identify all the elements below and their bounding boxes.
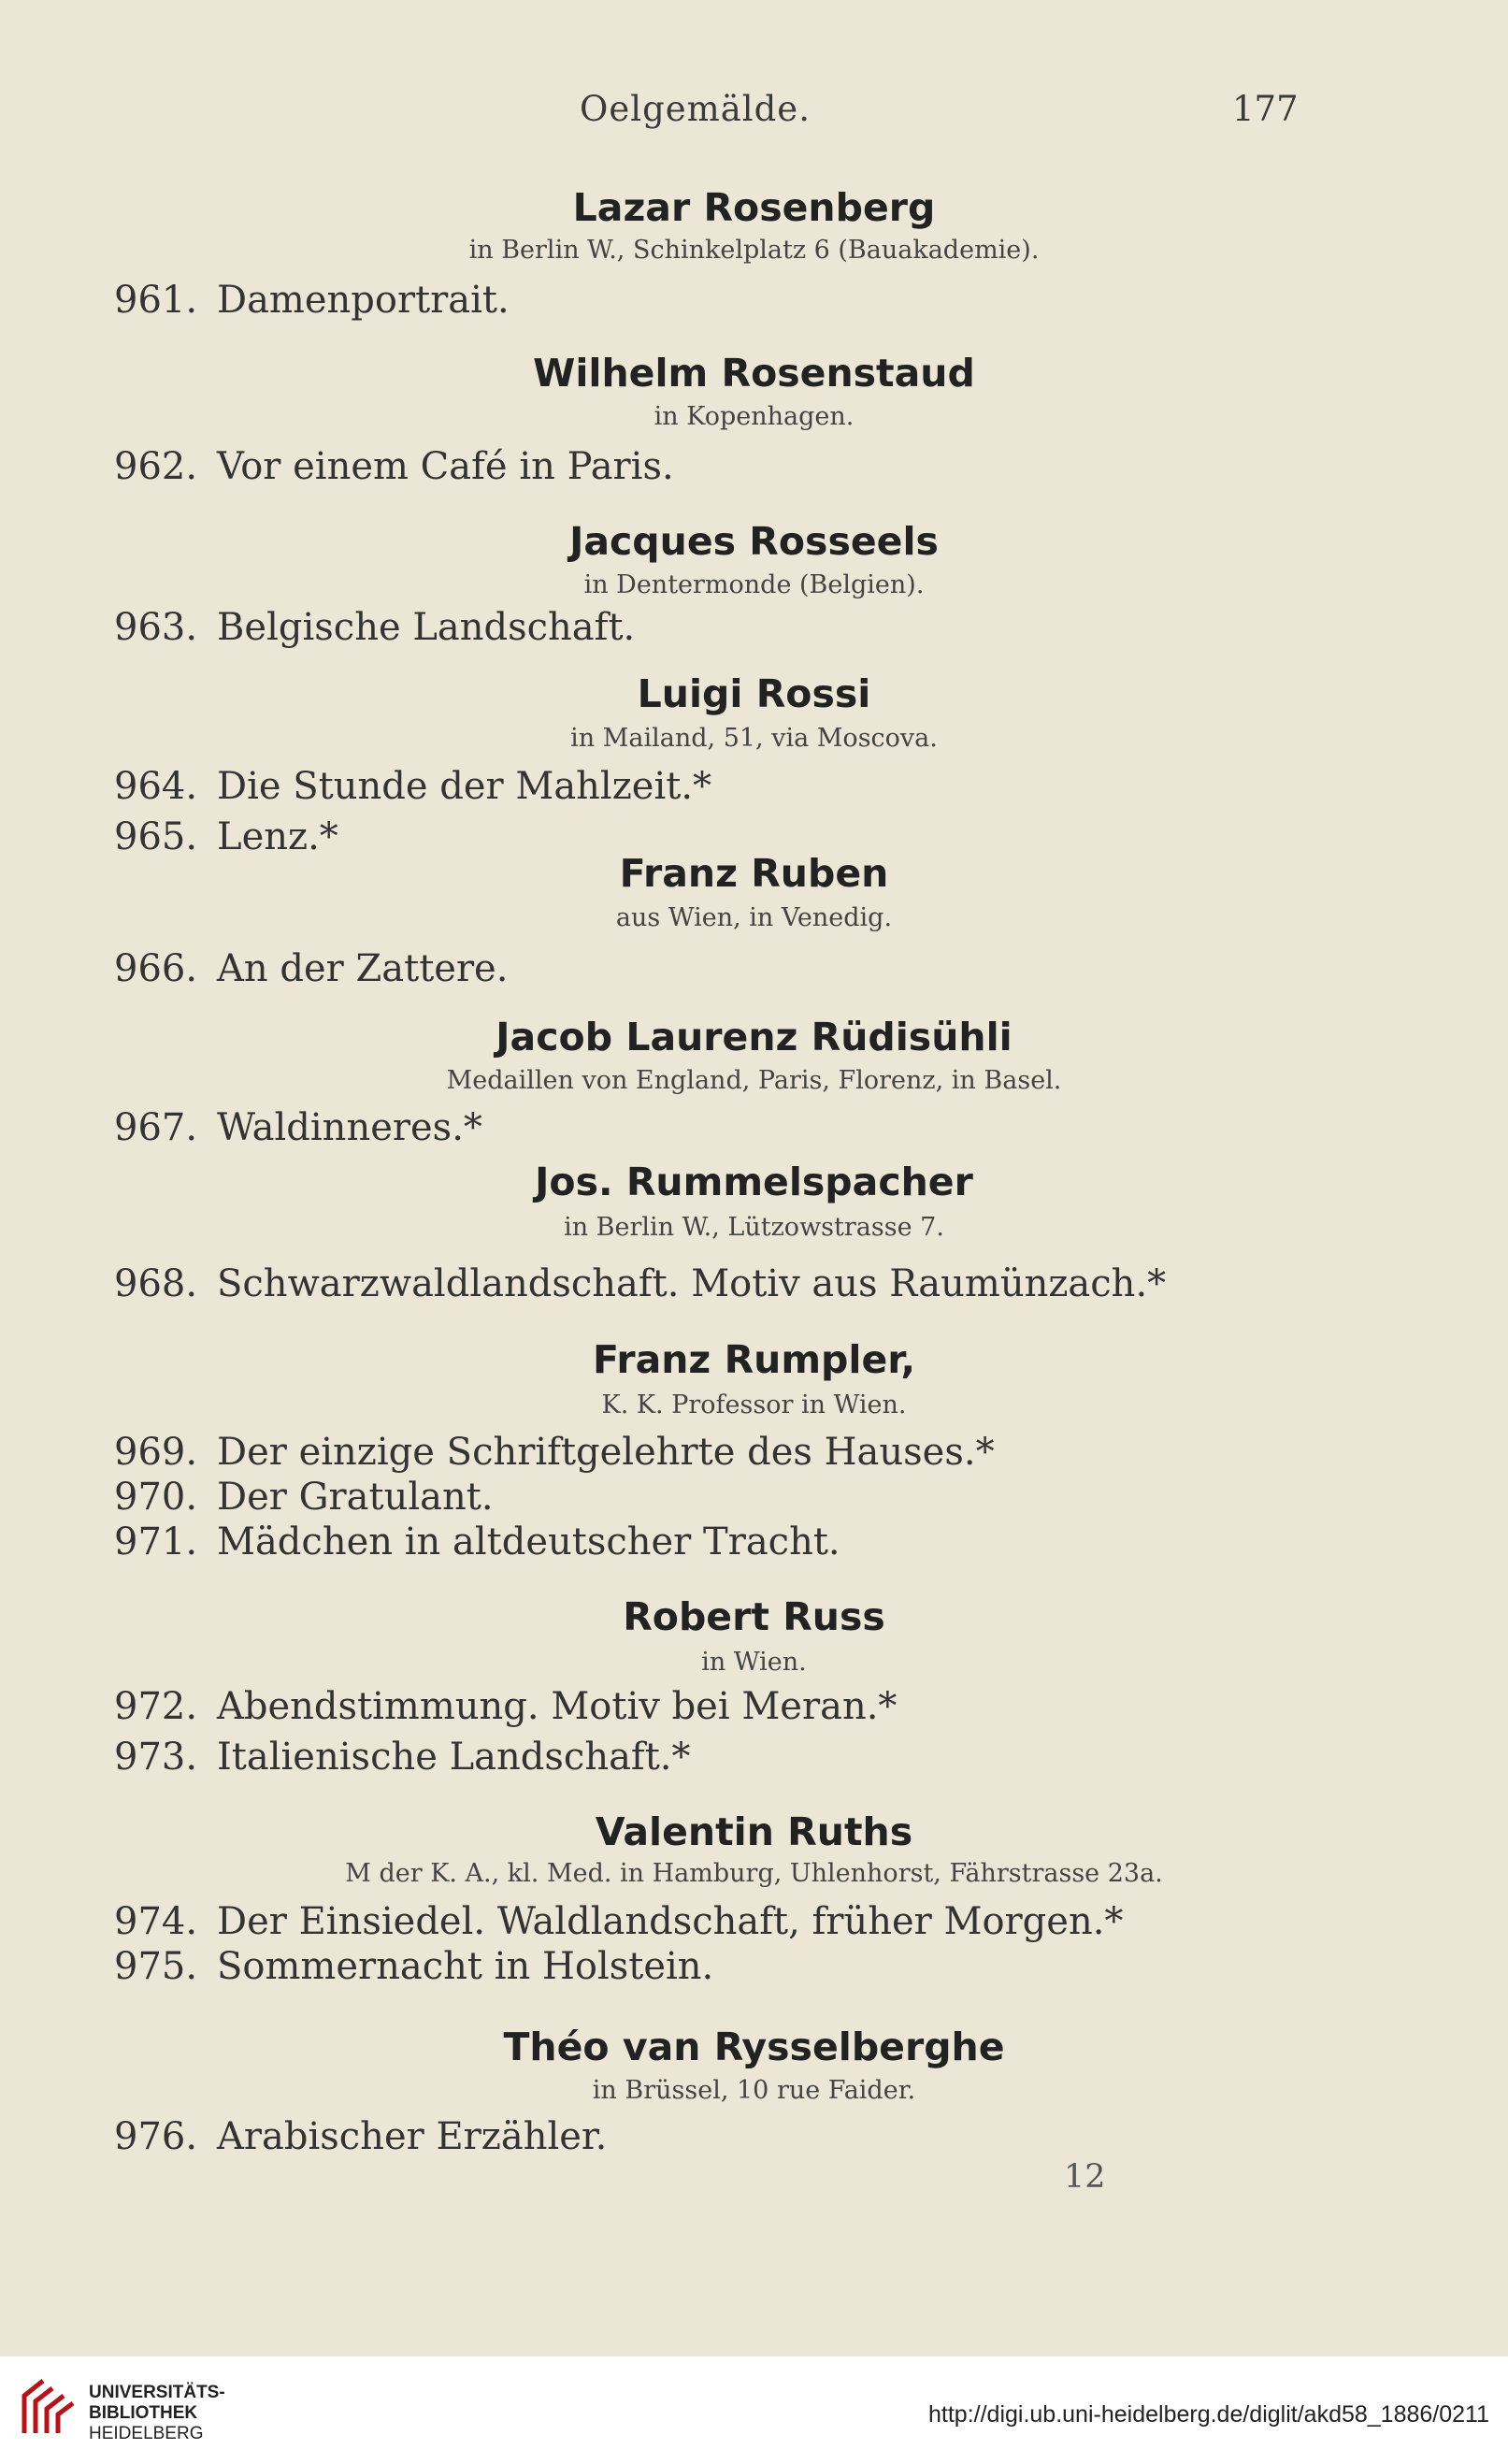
catalogue-entry xyxy=(114,1476,494,1519)
catalogue-entry xyxy=(114,1685,897,1728)
artist-address: M der K. A., kl. Med. in Hamburg, Uhlenhorst, Fährstrasse 23a. xyxy=(345,1859,1163,1888)
artist-address: in Kopenhagen. xyxy=(653,402,855,431)
library-name-line: UNIVERSITÄTS- xyxy=(89,2383,225,2402)
entry-title: An der Zattere. xyxy=(217,947,509,990)
entry-number: 976. xyxy=(114,2115,198,2158)
source-url[interactable]: http://digi.ub.uni-heidelberg.de/diglit/akd58_1886/0211 xyxy=(928,2401,1489,2428)
artist-name: Franz Rumpler, xyxy=(592,1337,916,1382)
catalogue-entry xyxy=(114,947,508,990)
artist-address: in Berlin W., Lützowstrasse 7. xyxy=(564,1213,944,1242)
artist-address: in Dentermonde (Belgien). xyxy=(583,570,925,599)
entry-number: 969. xyxy=(114,1431,198,1474)
catalogue-entry xyxy=(114,1262,1166,1305)
artist-name: Franz Ruben xyxy=(619,851,889,896)
artist-address: Medaillen von England, Paris, Florenz, in Basel. xyxy=(446,1066,1062,1095)
catalogue-entry xyxy=(114,1520,840,1563)
artist-address: in Berlin W., Schinkelplatz 6 (Bauakademie). xyxy=(468,236,1040,265)
library-name-line: BIBLIOTHEK xyxy=(89,2403,198,2423)
entry-number: 975. xyxy=(114,1945,198,1988)
entry-title: Waldinneres.* xyxy=(217,1106,482,1149)
entry-number: 968. xyxy=(114,1262,198,1305)
entry-title: Damenportrait. xyxy=(217,279,510,322)
entry-number: 964. xyxy=(114,765,198,808)
running-head: Oelgemälde. xyxy=(580,89,811,129)
entry-title: Abendstimmung. Motiv bei Meran.* xyxy=(217,1685,898,1728)
artist-name: Lazar Rosenberg xyxy=(572,185,936,230)
entry-number: 962. xyxy=(114,445,198,488)
artist-name: Wilhelm Rosenstaud xyxy=(533,351,975,396)
signature-mark: 12 xyxy=(1064,2158,1106,2196)
library-name xyxy=(89,2383,225,2444)
catalogue-entry xyxy=(114,1945,713,1988)
catalogue-entry xyxy=(114,279,510,322)
entry-title: Belgische Landschaft. xyxy=(217,606,636,649)
entry-number: 965. xyxy=(114,815,198,858)
artist-name: Jacques Rosseels xyxy=(569,519,939,564)
entry-number: 963. xyxy=(114,606,198,649)
entry-title: Der einzige Schriftgelehrte des Hauses.* xyxy=(217,1431,995,1474)
page-number: 177 xyxy=(1232,89,1299,129)
artist-address: in Brüssel, 10 rue Faider. xyxy=(592,2076,916,2105)
catalogue-entry xyxy=(114,606,635,649)
entry-number: 966. xyxy=(114,947,198,990)
entry-title: Lenz.* xyxy=(217,815,338,858)
catalogue-entry xyxy=(114,1431,995,1474)
entry-title: Der Gratulant. xyxy=(217,1476,494,1519)
artist-name: Jos. Rummelspacher xyxy=(535,1160,973,1204)
entry-number: 970. xyxy=(114,1476,198,1519)
artist-address: aus Wien, in Venedig. xyxy=(615,903,893,932)
entry-title: Vor einem Café in Paris. xyxy=(217,445,674,488)
entry-title: Die Stunde der Mahlzeit.* xyxy=(217,765,712,808)
library-footer xyxy=(0,2356,1508,2464)
catalogue-entry xyxy=(114,2115,607,2158)
entry-title: Italienische Landschaft.* xyxy=(217,1736,691,1779)
entry-title: Sommernacht in Holstein. xyxy=(217,1945,714,1988)
entry-title: Arabischer Erzähler. xyxy=(217,2115,608,2158)
entry-title: Der Einsiedel. Waldlandschaft, früher Morgen.* xyxy=(217,1900,1124,1943)
library-name-line: HEIDELBERG xyxy=(89,2424,204,2443)
entry-number: 961. xyxy=(114,279,198,322)
library-logo-icon xyxy=(15,2371,82,2439)
catalogue-entry xyxy=(114,765,711,808)
artist-name: Théo van Rysselberghe xyxy=(503,2025,1005,2069)
entry-title: Mädchen in altdeutscher Tracht. xyxy=(217,1520,840,1563)
artist-name: Valentin Ruths xyxy=(595,1809,913,1854)
entry-number: 971. xyxy=(114,1520,198,1563)
artist-address: in Wien. xyxy=(701,1648,807,1677)
catalogue-entry xyxy=(114,1736,691,1779)
catalogue-entry xyxy=(114,445,674,488)
entry-number: 972. xyxy=(114,1685,198,1728)
entry-number: 974. xyxy=(114,1900,198,1943)
entry-number: 973. xyxy=(114,1736,198,1779)
page-header xyxy=(0,89,1508,145)
artist-name: Robert Russ xyxy=(623,1594,885,1639)
catalogue-entry xyxy=(114,1900,1123,1943)
catalogue-entry xyxy=(114,1106,482,1149)
artist-address: in Mailand, 51, via Moscova. xyxy=(570,724,938,753)
artist-address: K. K. Professor in Wien. xyxy=(601,1391,907,1419)
artist-name: Luigi Rossi xyxy=(637,671,871,716)
entry-number: 967. xyxy=(114,1106,198,1149)
entry-title: Schwarzwaldlandschaft. Motiv aus Raumünzach.* xyxy=(217,1262,1167,1305)
artist-name: Jacob Laurenz Rüdisühli xyxy=(495,1015,1013,1059)
